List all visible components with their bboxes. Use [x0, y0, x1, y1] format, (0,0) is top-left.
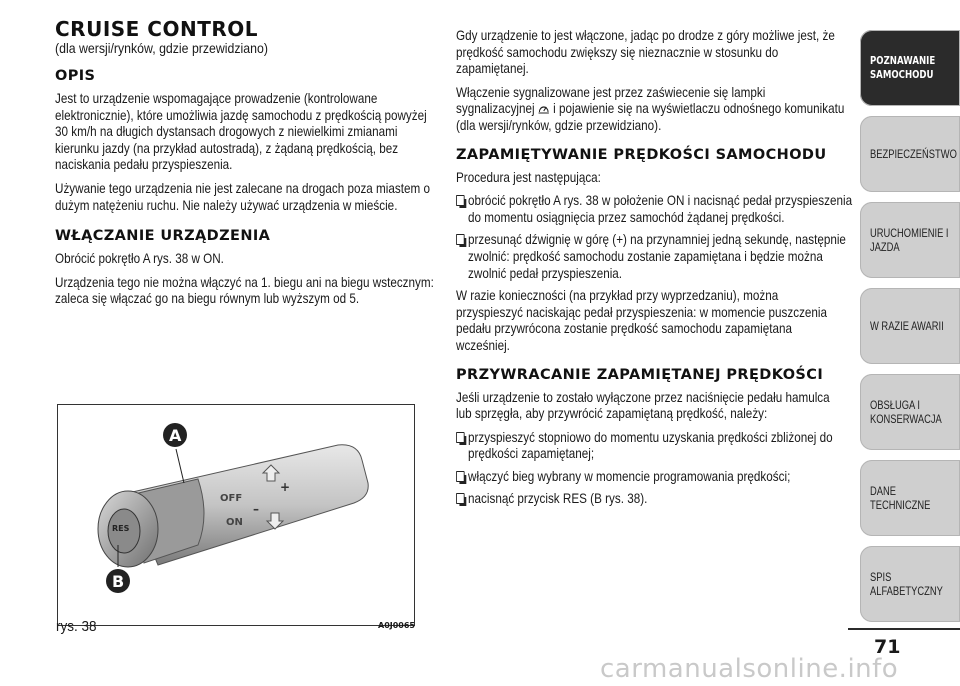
tab-w-razie-awarii[interactable]: W RAZIE AWARII [860, 288, 960, 364]
figure-cruise-lever [57, 404, 415, 626]
paragraph-part: i pojawienie się na wyświetlaczu odnośnego komunikatu (dla wersji/rynków, gdzie przewidziano). [456, 101, 845, 133]
list-item: przesunąć dźwignię w górę (+) na przynamniej jedną sekundę, następnie zwolnić: prędkość samochodu zostanie zapamiętana i będzie można zwolnić pedał przyspieszenia. [456, 232, 857, 282]
cruise-lamp-icon [538, 103, 550, 114]
off-label: OFF [220, 493, 243, 504]
page-title: CRUISE CONTROL [55, 17, 258, 41]
paragraph: Procedura jest następująca: [456, 169, 601, 185]
bullet-list [456, 430, 846, 508]
page-subtitle: (dla wersji/rynków, gdzie przewidziano) [55, 40, 268, 56]
paragraph: W razie konieczności (na przykład przy wyprzedzaniu), można przyspieszyć naciskając pedał przyspieszenia: w momencie puszczenia pedału przywrócona zostanie prędkość samochodu zapamiętana wcześniej. [456, 288, 828, 353]
paragraph: Urządzenia tego nie można włączyć na 1. biegu ani na biegu wstecznym: zaleca się włączać go na biegu równym lub wyższym od 5. [55, 274, 434, 307]
minus-label: – [253, 502, 259, 516]
section-heading-wlaczanie: WŁĄCZANIE URZĄDZENIA [55, 228, 271, 245]
list-item: włączyć bieg wybrany w momencie programowania prędkości; [456, 469, 857, 486]
res-button-label: RES [112, 524, 130, 533]
on-label: ON [226, 517, 243, 528]
paragraph: Jeśli urządzenie to zostało wyłączone przez naciśnięcie pedału hamulca lub sprzęgła, aby przywrócić zapamiętaną prędkość, należy: [456, 389, 830, 422]
figure-caption: rys. 38 [56, 618, 97, 635]
paragraph: Gdy urządzenie to jest włączone, jadąc po drodze z góry możliwe jest, że prędkość samochodu zwiększy się nieznacznie w stosunku do zapamiętanej. [456, 28, 835, 77]
list-item: obrócić pokrętło A rys. 38 w położenie ON i nacisnąć pedał przyspieszenia do momentu osiągnięcia przez samochód żądanej prędkości. [456, 193, 857, 226]
right-column [456, 28, 853, 514]
list-item: nacisnąć przycisk RES (B rys. 38). [456, 491, 857, 508]
tab-uruchomienie-i-jazda[interactable]: URUCHOMIENIE I JAZDA [860, 202, 960, 278]
checkbox-bullet-icon [456, 471, 465, 482]
list-item: przyspieszyć stopniowo do momentu uzyskania prędkości zbliżonej do prędkości zapamiętanej; [456, 430, 857, 463]
paragraph-with-lamp [456, 85, 845, 135]
section-heading-zapamietywanie: ZAPAMIĘTYWANIE PRĘDKOŚCI SAMOCHODU [456, 146, 827, 163]
lever-illustration [58, 405, 414, 625]
svg-text:A: A [169, 426, 182, 445]
checkbox-bullet-icon [456, 432, 465, 443]
tab-obsluga-i-konserwacja[interactable]: OBSŁUGA I KONSERWACJA [860, 374, 960, 450]
paragraph: Obrócić pokrętło A rys. 38 w ON. [55, 251, 224, 267]
checkbox-bullet-icon [456, 195, 465, 206]
section-heading-opis: OPIS [55, 68, 96, 84]
tab-dane-techniczne[interactable]: DANE TECHNICZNE [860, 460, 960, 536]
section-heading-przywracanie: PRZYWRACANIE ZAPAMIĘTANEJ PRĘDKOŚCI [456, 366, 824, 383]
checkbox-bullet-icon [456, 493, 465, 504]
plus-label: + [280, 480, 291, 494]
page-number: 71 [874, 636, 901, 658]
paragraph: Jest to urządzenie wspomagające prowadzenie (kontrolowane elektronicznie), które umożliwia jazdę samochodu z prędkością powyżej 30 km/h na długich dystansach drogowych z niewielkimi zmianami kierunku jazdy (na przykład autostradą), z żądaną prędkością, bez naciskania pedału przyspieszenia. [55, 91, 427, 173]
watermark: carmanualsonline.info [600, 654, 899, 684]
tab-spis-alfabetyczny[interactable]: SPIS ALFABETYCZNY [860, 546, 960, 622]
tab-bezpieczenstwo[interactable]: BEZPIECZEŃSTWO [860, 116, 960, 192]
tab-poznawanie-samochodu[interactable]: POZNAWANIE SAMOCHODU [860, 30, 960, 106]
paragraph-part: Włączenie sygnalizowane jest przez zaświecenie się lampki sygnalizacyjnej [456, 84, 766, 117]
left-column [55, 18, 435, 315]
bullet-list [456, 193, 853, 282]
checkbox-bullet-icon [456, 234, 465, 245]
figure-code: A0J0065 [378, 621, 415, 630]
svg-text:B: B [112, 572, 125, 591]
callout-b [106, 569, 130, 593]
callout-a [163, 423, 187, 447]
page-number-rule [848, 628, 960, 630]
paragraph: Używanie tego urządzenia nie jest zalecane na drogach poza miastem o dużym natężeniu ruchu. Nie należy używać urządzenia w mieście. [55, 180, 430, 213]
